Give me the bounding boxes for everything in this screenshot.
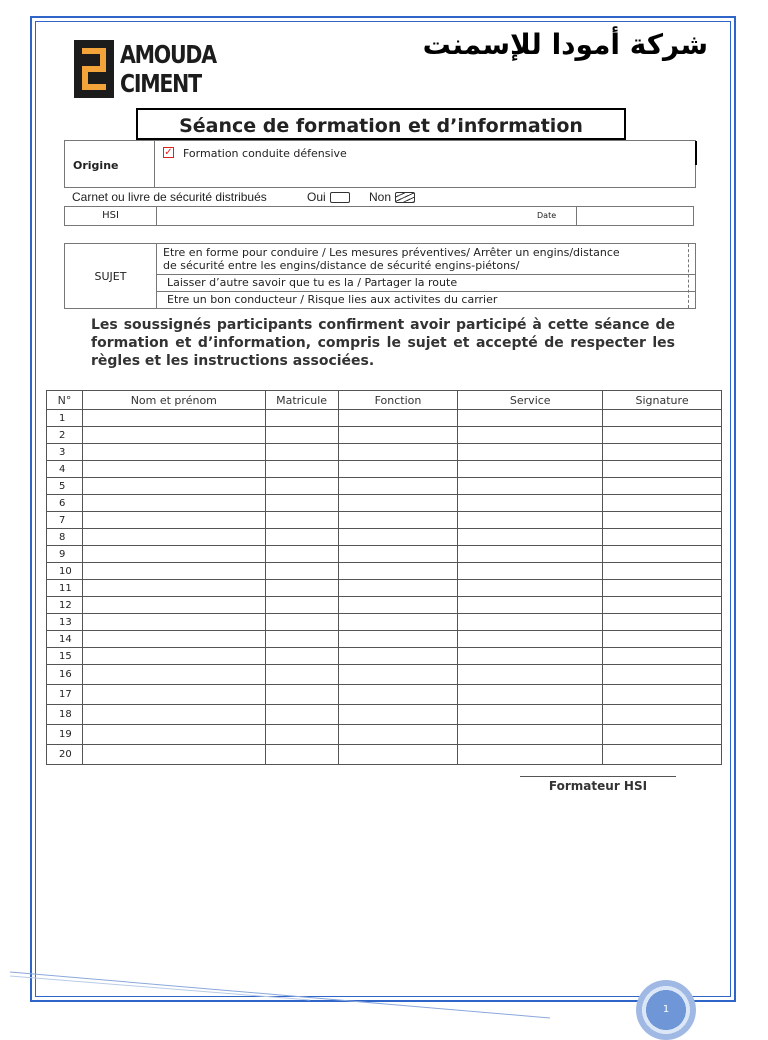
table-row <box>47 685 722 705</box>
table-row <box>47 478 722 495</box>
table-cell[interactable] <box>458 478 603 495</box>
table-cell[interactable] <box>603 631 722 648</box>
header-signature: Signature <box>603 391 722 410</box>
table-row <box>47 597 722 614</box>
sujet-box <box>64 243 696 309</box>
table-cell[interactable] <box>338 665 458 685</box>
table-cell[interactable] <box>603 478 722 495</box>
table-row <box>47 410 722 427</box>
table-cell[interactable] <box>265 529 338 546</box>
table-cell[interactable] <box>82 512 265 529</box>
table-cell[interactable] <box>82 648 265 665</box>
table-cell[interactable] <box>458 410 603 427</box>
table-cell[interactable] <box>338 705 458 725</box>
table-row <box>47 745 722 765</box>
table-cell[interactable] <box>82 478 265 495</box>
table-cell[interactable] <box>603 495 722 512</box>
table-cell[interactable] <box>603 529 722 546</box>
table-cell[interactable] <box>603 648 722 665</box>
table-cell[interactable] <box>338 614 458 631</box>
table-cell[interactable] <box>338 495 458 512</box>
table-cell[interactable] <box>338 461 458 478</box>
date-label: Date <box>537 211 557 220</box>
carnet-row <box>72 190 392 204</box>
table-cell[interactable] <box>82 665 265 685</box>
hsi-row <box>64 206 694 226</box>
table-cell[interactable] <box>458 685 603 705</box>
table-cell[interactable] <box>338 478 458 495</box>
row-number: 12 <box>47 597 83 614</box>
table-cell[interactable] <box>603 745 722 765</box>
table-cell[interactable] <box>603 597 722 614</box>
table-cell[interactable] <box>338 444 458 461</box>
table-cell[interactable] <box>265 665 338 685</box>
table-cell[interactable] <box>82 529 265 546</box>
table-cell[interactable] <box>82 631 265 648</box>
table-cell[interactable] <box>82 427 265 444</box>
table-cell[interactable] <box>82 546 265 563</box>
table-cell[interactable] <box>82 563 265 580</box>
table-cell[interactable] <box>603 614 722 631</box>
table-cell[interactable] <box>603 725 722 745</box>
table-row <box>47 512 722 529</box>
table-row <box>47 580 722 597</box>
table-cell[interactable] <box>458 461 603 478</box>
table-cell[interactable] <box>458 648 603 665</box>
table-cell[interactable] <box>458 427 603 444</box>
table-cell[interactable] <box>265 495 338 512</box>
origine-box <box>64 140 696 188</box>
checkbox-marked-icon[interactable] <box>395 192 415 203</box>
row-number: 1 <box>47 410 83 427</box>
row-number: 3 <box>47 444 83 461</box>
header-nom: Nom et prénom <box>82 391 265 410</box>
table-row <box>47 546 722 563</box>
table-row <box>47 648 722 665</box>
row-number: 9 <box>47 546 83 563</box>
table-cell[interactable] <box>458 631 603 648</box>
company-logo <box>74 40 224 100</box>
table-cell[interactable] <box>265 745 338 765</box>
table-cell[interactable] <box>603 685 722 705</box>
table-cell[interactable] <box>603 410 722 427</box>
table-cell[interactable] <box>82 725 265 745</box>
origine-option: Formation conduite défensive <box>183 147 347 160</box>
table-row <box>47 444 722 461</box>
table-cell[interactable] <box>265 478 338 495</box>
row-number: 17 <box>47 685 83 705</box>
table-cell[interactable] <box>458 597 603 614</box>
table-row <box>47 427 722 444</box>
row-number: 8 <box>47 529 83 546</box>
table-cell[interactable] <box>458 665 603 685</box>
table-cell[interactable] <box>338 410 458 427</box>
table-cell[interactable] <box>265 705 338 725</box>
table-cell[interactable] <box>458 529 603 546</box>
table-cell[interactable] <box>82 495 265 512</box>
table-row <box>47 614 722 631</box>
table-cell[interactable] <box>265 563 338 580</box>
table-cell[interactable] <box>82 597 265 614</box>
logo-mark-icon <box>74 40 114 98</box>
sujet-line-3: Laisser d’autre savoir que tu es la / Partager la route <box>167 276 458 289</box>
table-cell[interactable] <box>265 410 338 427</box>
table-cell[interactable] <box>82 705 265 725</box>
logo-line-1: AMOUDA <box>120 40 216 69</box>
table-cell[interactable] <box>265 580 338 597</box>
checkbox-checked-icon[interactable]: ✓ <box>164 147 173 158</box>
table-cell[interactable] <box>458 614 603 631</box>
table-row <box>47 665 722 685</box>
row-number: 11 <box>47 580 83 597</box>
table-cell[interactable] <box>265 512 338 529</box>
table-cell[interactable] <box>338 580 458 597</box>
table-cell[interactable] <box>603 665 722 685</box>
carnet-oui-option[interactable]: Oui <box>307 190 350 204</box>
table-cell[interactable] <box>603 427 722 444</box>
table-cell[interactable] <box>338 597 458 614</box>
table-cell[interactable] <box>265 427 338 444</box>
header-fonction: Fonction <box>338 391 458 410</box>
row-number: 14 <box>47 631 83 648</box>
table-cell[interactable] <box>82 410 265 427</box>
document-title: Séance de formation et d’information <box>136 108 626 140</box>
table-cell[interactable] <box>458 725 603 745</box>
table-cell[interactable] <box>338 427 458 444</box>
participants-table <box>46 390 722 765</box>
row-number: 10 <box>47 563 83 580</box>
row-number: 4 <box>47 461 83 478</box>
row-number: 18 <box>47 705 83 725</box>
row-number: 19 <box>47 725 83 745</box>
table-cell[interactable] <box>458 512 603 529</box>
sujet-line-2: de sécurité entre les engins/distance de sécurité engins-piétons/ <box>163 259 520 272</box>
table-cell[interactable] <box>265 597 338 614</box>
row-number: 6 <box>47 495 83 512</box>
table-cell[interactable] <box>338 546 458 563</box>
header-service: Service <box>458 391 603 410</box>
table-row <box>47 495 722 512</box>
header-matricule: Matricule <box>265 391 338 410</box>
table-cell[interactable] <box>82 444 265 461</box>
table-row <box>47 461 722 478</box>
table-cell[interactable] <box>458 495 603 512</box>
table-cell[interactable] <box>458 444 603 461</box>
table-row <box>47 563 722 580</box>
page-number: 1 <box>636 980 696 1040</box>
table-cell[interactable] <box>603 461 722 478</box>
origine-label: Origine <box>73 159 119 172</box>
decorative-line <box>10 970 550 1020</box>
sujet-label: SUJET <box>94 270 127 283</box>
row-number: 16 <box>47 665 83 685</box>
table-cell[interactable] <box>265 648 338 665</box>
table-cell[interactable] <box>338 563 458 580</box>
table-cell[interactable] <box>338 725 458 745</box>
table-header-row <box>47 391 722 410</box>
checkbox-empty-icon[interactable] <box>330 192 350 203</box>
table-cell[interactable] <box>82 745 265 765</box>
table-row <box>47 725 722 745</box>
table-cell[interactable] <box>82 461 265 478</box>
table-cell[interactable] <box>82 580 265 597</box>
table-cell[interactable] <box>338 685 458 705</box>
table-cell[interactable] <box>603 444 722 461</box>
table-cell[interactable] <box>338 745 458 765</box>
formateur-signature-label: Formateur HSI <box>520 776 676 793</box>
table-cell[interactable] <box>338 648 458 665</box>
table-cell[interactable] <box>265 461 338 478</box>
table-cell[interactable] <box>338 529 458 546</box>
row-number: 7 <box>47 512 83 529</box>
table-cell[interactable] <box>603 563 722 580</box>
table-cell[interactable] <box>603 580 722 597</box>
table-cell[interactable] <box>265 546 338 563</box>
table-cell[interactable] <box>82 614 265 631</box>
row-number: 5 <box>47 478 83 495</box>
table-cell[interactable] <box>458 546 603 563</box>
table-cell[interactable] <box>458 580 603 597</box>
confirmation-text: Les soussignés participants confirment avoir participé à cette séance de formation et d’information, compris le sujet et accepté de respecter les règles et les instructions associées. <box>91 317 675 369</box>
row-number: 13 <box>47 614 83 631</box>
carnet-label: Carnet ou livre de sécurité distribués <box>72 190 267 204</box>
table-row <box>47 529 722 546</box>
table-cell[interactable] <box>338 631 458 648</box>
sujet-line-1: Etre en forme pour conduire / Les mesures préventives/ Arrêter un engins/distance <box>163 246 620 259</box>
table-cell[interactable] <box>265 444 338 461</box>
sujet-line-4: Etre un bon conducteur / Risque lies aux activites du carrier <box>167 293 498 306</box>
row-number: 20 <box>47 745 83 765</box>
row-number: 2 <box>47 427 83 444</box>
logo-text <box>120 40 216 98</box>
table-cell[interactable] <box>265 614 338 631</box>
table-cell[interactable] <box>603 705 722 725</box>
logo-line-2: CIMENT <box>120 69 201 98</box>
company-arabic-name: شركة أمودا للإسمنت <box>422 28 708 61</box>
table-cell[interactable] <box>458 705 603 725</box>
row-number: 15 <box>47 648 83 665</box>
table-cell[interactable] <box>265 631 338 648</box>
carnet-non-option[interactable]: Non <box>369 190 415 204</box>
table-cell[interactable] <box>458 563 603 580</box>
table-cell[interactable] <box>458 745 603 765</box>
table-cell[interactable] <box>603 546 722 563</box>
table-cell[interactable] <box>265 725 338 745</box>
table-cell[interactable] <box>338 512 458 529</box>
table-row <box>47 705 722 725</box>
header-number: N° <box>47 391 83 410</box>
table-cell[interactable] <box>603 512 722 529</box>
table-cell[interactable] <box>82 685 265 705</box>
hsi-label: HSI <box>102 210 119 221</box>
table-row <box>47 631 722 648</box>
table-cell[interactable] <box>265 685 338 705</box>
